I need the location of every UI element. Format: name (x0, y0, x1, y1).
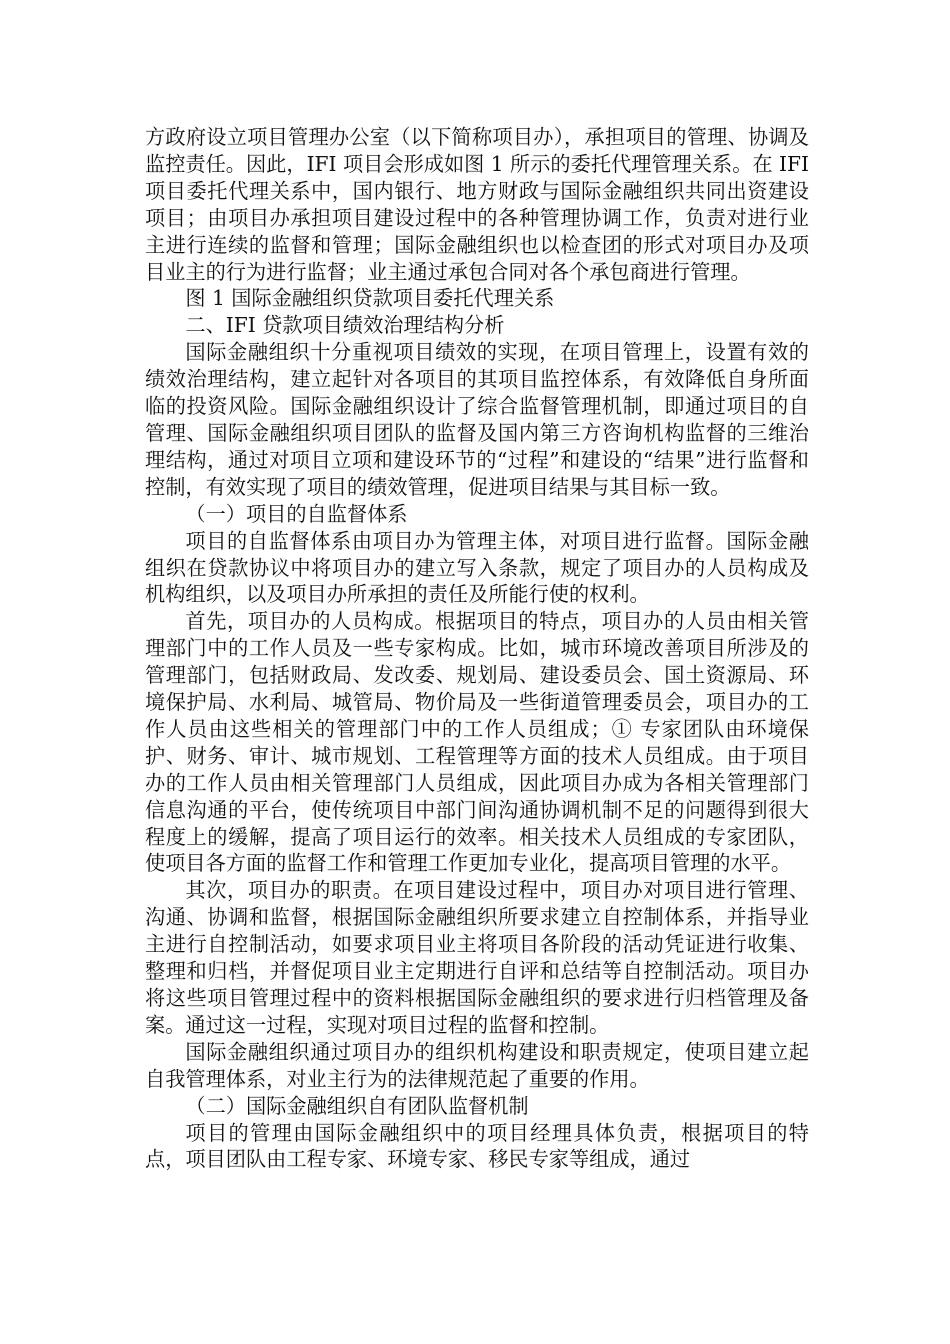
paragraph-intro: 方政府设立项目管理办公室（以下简称项目办），承担项目的管理、协调及监控责任。因此，IFI 项目会形成如图 1 所示的委托代理管理关系。在 IFI 项目委托代理关系中，国内银行、地方财政与国际金融组织共同出资建设项目；由项目办承担项目建设过程中的各种管理协调工作，负责对进行业主进行连续的监督和管理；国际金融组织也以检查团的形式对项目办及项目业主的行为进行监督；业主通过承包合同对各个承包商进行管理。 (145, 125, 809, 284)
paragraph-self-supervision: 项目的自监督体系由项目办为管理主体，对项目进行监督。国际金融组织在贷款协议中将项目办的建立写入条款，规定了项目办的人员构成及机构组织，以及项目办所承担的责任及所能行使的权利。 (145, 528, 809, 607)
subsection-heading-1: （一）项目的自监督体系 (185, 501, 408, 526)
paragraph-team-supervision: 项目的管理由国际金融组织中的项目经理具体负责，根据项目的特点，项目团队由工程专家、环境专家、移民专家等组成，通过 (145, 1120, 809, 1172)
paragraph-overview: 国际金融组织十分重视项目绩效的实现，在项目管理上，设置有效的绩效治理结构，建立起针对各项目的其项目监控体系，有效降低自身所面临的投资风险。国际金融组织设计了综合监督管理机制，即通过项目的自管理、国际金融组织项目团队的监督及国内第三方咨询机构监督的三维治理结构，通过对项目立项和建设环节的“过程”和建设的“结果”进行监督和控制，有效实现了项目的绩效管理，促进项目结果与其目标一致。 (145, 340, 809, 499)
document-body (145, 124, 809, 1173)
paragraph-summary: 国际金融组织通过项目办的组织机构建设和职责规定，使项目建立起自我管理体系，对业主行为的法律规范起了重要的作用。 (145, 1039, 809, 1091)
figure-caption: 图 1 国际金融组织贷款项目委托代理关系 (185, 286, 555, 311)
subsection-heading-2: （二）国际金融组织自有团队监督机制 (185, 1093, 529, 1118)
section-heading: 二、IFI 贷款项目绩效治理结构分析 (185, 313, 505, 338)
paragraph-duties: 其次，项目办的职责。在项目建设过程中，项目办对项目进行管理、沟通、协调和监督，根据国际金融组织所要求建立自控制体系，并指导业主进行自控制活动，如要求项目业主将项目各阶段的活动凭证进行收集、整理和归档，并督促项目业主定期进行自评和总结等自控制活动。项目办将这些项目管理过程中的资料根据国际金融组织的要求进行归档管理及备案。通过这一过程，实现对项目过程的监督和控制。 (145, 878, 809, 1037)
paragraph-staffing: 首先，项目办的人员构成。根据项目的特点，项目办的人员由相关管理部门中的工作人员及一些专家构成。比如，城市环境改善项目所涉及的管理部门，包括财政局、发改委、规划局、建设委员会、国土资源局、环境保护局、水利局、城管局、物价局及一些街道管理委员会，项目办的工作人员由这些相关的管理部门中的工作人员组成；① 专家团队由环境保护、财务、审计、城市规划、工程管理等方面的技术人员组成。由于项目办的工作人员由相关管理部门人员组成，因此项目办成为各相关管理部门信息沟通的平台，使传统项目中部门间沟通协调机制不足的问题得到很大程度上的缓解，提高了项目运行的效率。相关技术人员组成的专家团队，使项目各方面的监督工作和管理工作更加专业化，提高项目管理的水平。 (145, 609, 809, 876)
